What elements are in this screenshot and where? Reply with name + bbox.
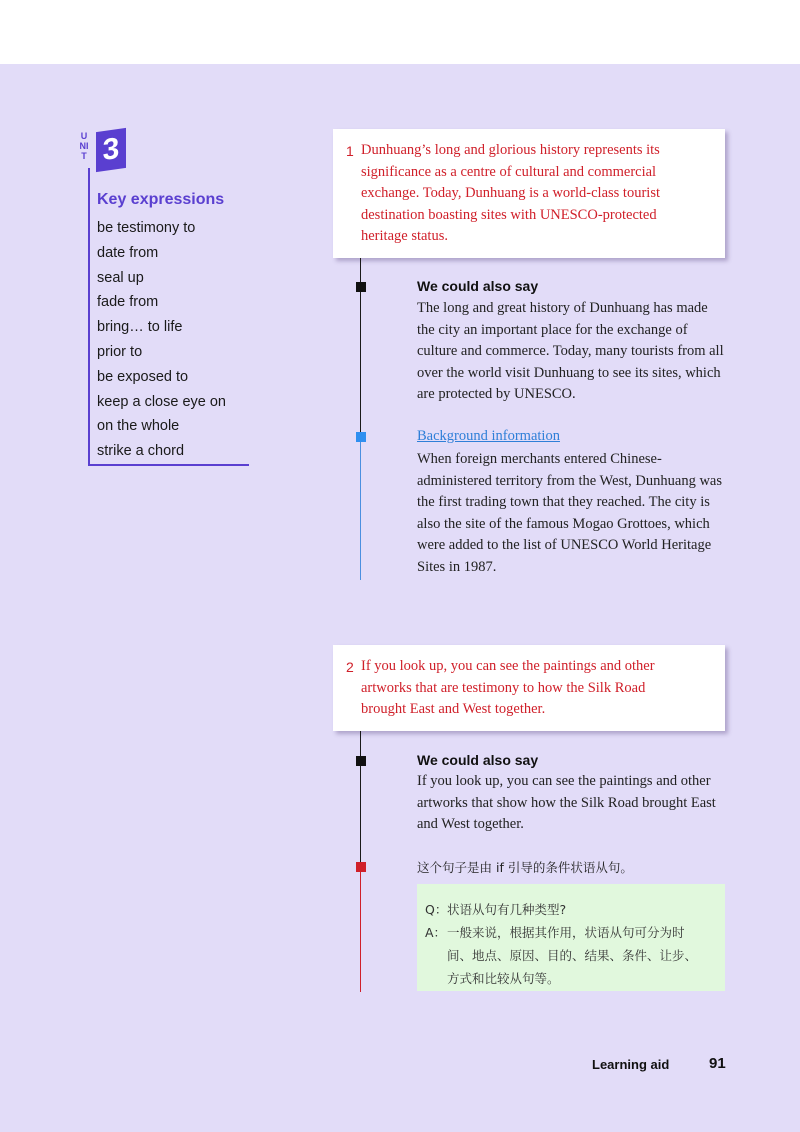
sidebar-divider-vertical: [88, 168, 90, 466]
key-expression-item: date from: [97, 244, 159, 261]
unit-label-text: UNIT: [79, 131, 89, 161]
sentence-text-1: Dunhuang’s long and glorious history represents its significance as a centre of cultural and commercial exchange. Today, Dunhuang is a world-class tourist destination boasting sites with UNESCO-protected heritage status.: [361, 142, 660, 244]
background-information-text: When foreign merchants entered Chinese-administered territory from the West, Dunhuang was the first trading town that they reached. The city is also the site of the famous Mogao Grottoes, which were added to the list of UNESCO World Heritage Sites in 1987.: [417, 451, 723, 575]
sentence-box-2: [333, 645, 725, 731]
unit-label: [79, 131, 91, 161]
key-expression-item: strike a chord: [97, 443, 185, 460]
qa-answer-label: A：: [425, 925, 447, 940]
also-say-text-2: If you look up, you can see the paintings and other artworks that show how the Silk Road brought East and West together.: [417, 773, 716, 832]
key-expression-item: seal up: [97, 269, 144, 286]
sentence-box-1: [333, 129, 725, 258]
also-say-text-1: The long and great history of Dunhuang has made the city an important place for the exchange of culture and commerce. Today, many tourists from all over the world visit Dunhuang to see its sites, which are protected by UNESCO.: [417, 300, 724, 402]
sentence-number-1: 1: [346, 143, 354, 159]
key-expressions-title: Key expressions: [97, 191, 225, 208]
also-say-heading-2: We could also say: [417, 752, 539, 768]
qa-answer-line-1: 一般来说，根据其作用，状语从句可分为时: [447, 925, 685, 940]
grammar-note: 这个句子是由 if 引导的条件状语从句。: [417, 860, 633, 875]
sidebar-divider-horizontal: [88, 464, 249, 466]
qa-question-row: [425, 898, 715, 921]
key-expression-item: keep a close eye on: [97, 393, 226, 410]
background-information-link[interactable]: Background information: [417, 428, 560, 444]
key-expressions-list: [97, 216, 226, 464]
key-expression-item: fade from: [97, 294, 159, 311]
marker-square-black-1: [356, 282, 366, 292]
qa-question-text: 状语从句有几种类型?: [447, 902, 567, 917]
marker-square-blue-1: [356, 432, 366, 442]
also-say-heading-1: We could also say: [417, 278, 539, 294]
qa-answer-line-3: 方式和比较从句等。: [447, 971, 560, 986]
qa-answer-row: [425, 921, 715, 944]
key-expression-item: prior to: [97, 343, 143, 360]
footer-section-label: Learning aid: [592, 1057, 670, 1072]
key-expression-item: be testimony to: [97, 220, 196, 236]
timeline-line-black-2: [360, 731, 361, 867]
page-number: 91: [709, 1055, 726, 1072]
key-expression-item: be exposed to: [97, 368, 189, 385]
key-expression-item: on the whole: [97, 418, 180, 435]
marker-square-black-2: [356, 756, 366, 766]
marker-square-red-2: [356, 862, 366, 872]
sentence-number-2: 2: [346, 659, 354, 675]
unit-number-badge: 3: [96, 128, 126, 172]
sentence-text-2: If you look up, you can see the paintings and other artworks that are testimony to how the Silk Road brought East and West together.: [361, 658, 655, 717]
timeline-line-red-2: [360, 867, 361, 992]
timeline-line-blue-1: [360, 437, 361, 580]
qa-box: [417, 884, 725, 991]
qa-question-label: Q：: [425, 902, 448, 917]
qa-answer-line-2: 间、地点、原因、目的、结果、条件、让步、: [447, 948, 698, 963]
key-expression-item: bring… to life: [97, 319, 183, 336]
